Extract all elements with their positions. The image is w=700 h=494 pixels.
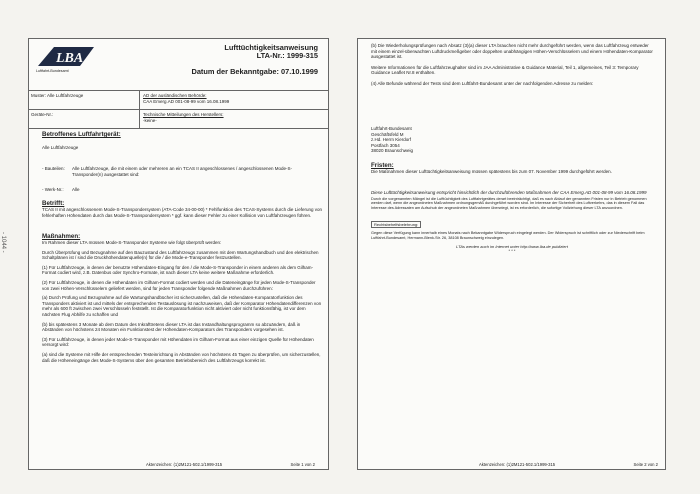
document-page-2 — [357, 38, 666, 470]
meta-row — [28, 110, 329, 129]
fristen-text: Die Maßnahmen dieser Lufttüchtigkeitsanweisung müssen spätestens bis zum 07. November 1999 durchgeführt werden. — [371, 169, 612, 174]
publication-date: Datum der Bekanntgabe: 07.10.1999 — [191, 67, 318, 76]
foreign-ad-cell — [140, 91, 329, 109]
fristen-heading: Fristen: — [371, 162, 394, 169]
massnahmen-paragraph: (3) Für Luftfahrzeuge, in denen jeder Mode-S-Transponder mit Höhendaten im Gilham-Format aus einer einzigen Quelle für Höhendaten versorgt wird: — [42, 336, 314, 348]
massnahmen-paragraph: (1) Für Luftfahrzeuge, in denen der benutzte Höhendaten-Eingang für den / die Mode-S-Transponder in einem anderen als dem Gilham-Format codiert wird, z.B. Datenbus oder Synchro-Formate, ist nach dieser LTA keine weitere Maßnahme erforderlich. — [42, 264, 313, 276]
werk-text: Alle — [72, 187, 80, 192]
werk-label: - Werk-Nr.: — [42, 187, 64, 192]
page-edge-number: - 1044 - — [0, 232, 6, 253]
manufacturer-notes-heading: Technische Mitteilungen des Herstellers: — [143, 112, 224, 117]
geraete-cell: Geräte-Nr.: — [28, 110, 140, 128]
remedy-text: Gegen diese Verfügung kann innerhalb eines Monats nach Bekanntgabe Widerspruch eingelegt werden. Der Widerspruch ist schriftlich oder zur Niederschrift beim Luftfahrt-Bundesamt, Hermann-Blenk-Str. 26, 38108 Braunschweig einzulegen. — [371, 231, 645, 240]
address-line: Luftfahrt-Bundesamt — [371, 126, 412, 131]
address-line: 38020 Braunschweig — [371, 148, 414, 154]
address-line: Postfach 3054 — [371, 142, 400, 148]
betrifft-heading: Betrifft: — [42, 200, 65, 207]
address-block — [371, 126, 653, 154]
bauteilen-label: - Bauteilen: — [42, 166, 65, 171]
file-reference: Aktenzeichen: (1)2M121-502.1/1999-315 — [146, 462, 223, 467]
bauteilen-line — [42, 166, 322, 177]
meta-row — [28, 91, 329, 110]
manufacturer-notes-cell — [140, 110, 329, 128]
betrifft-text: TCAS II mit angeschlossenem Mode-S-Transpondersystem (ATA-Code 34-00-00) * Fehlfunktion des TCAS-Systems durch die Lieferung von fehlerhaften Höhendaten durch das Mode-S-Transpondersystem * ggf. kann dieser Fehler zu einer Kollision von Luftfahrzeugen führen. — [42, 207, 322, 218]
betrifft-section — [42, 200, 322, 218]
affected-section — [42, 131, 322, 151]
remedy-label: Rechtsbehelfsbelehrung: — [371, 221, 421, 228]
urgency-note: Durch die vorgenannten Mängel ist die Lufttüchtigkeit des Luftfahrtgerätes derart beeinträchtigt, daß es nach Ablauf der genannten Fristen nur in Betrieb genommen werden darf, wenn die angeordneten Maßnahmen ordnungsgemäß durchgeführt worden sind. Im Interesse der Sicherheit des Luftverkehrs, das in diesem Fall das Interesse des Adressaten am Aufschub der angeordneten Maßnahmen überwiegt, ist es erforderlich, die sofortige Vollziehung dieser LTA anzuordnen. — [371, 196, 647, 210]
measure-paragraph: (b) Die Wiederholungsprüfungen nach Absatz (3)(a) dieser LTA brauchen nicht mehr durchgeführt werden, wenn das Luftfahrzeug entweder mit einem einzel-überwachten Luftdruckmeßgeber oder doppelten unabhängigen Höhen-Verschlüsselern und einem Höhendaten-Komparator ausgestattet ist. — [371, 43, 653, 60]
fristen-section — [371, 162, 653, 175]
bauteilen-text: Alle Luftfahrzeuge, die mit einem oder mehreren an ein TCAS II angeschlossenes / angeschlossenen Mode-S-Transponder(n) ausgestattet sind: — [72, 166, 293, 177]
correspondence-note: Diese Lufttüchtigkeitsanweisung entspricht hinsichtlich der durchzuführenden Maßnahmen der CAA Emerg.AD 001-08-99 vom 16.08.1999 — [371, 190, 647, 195]
address-line: Geschäftsfeld M — [371, 131, 404, 137]
massnahmen-paragraph: (b) bis spätestens 3 Monate ab dem Datum des Inkrafttretens dieser LTA ist das Instandhaltungsprogramm so abzuändern, daß in Abständen von höchstens 24 Monaten ein Funktionstest der Höhendaten-Komparators des Transponders vorgesehen ist. — [42, 321, 301, 333]
massnahmen-paragraph: Im Rahmen dieser LTA müssen Mode-S-Transponder Systeme wie folgt überprüft werden: — [42, 240, 222, 245]
massnahmen-section — [42, 233, 322, 363]
svg-text:LBA: LBA — [56, 51, 84, 66]
werk-line — [42, 187, 322, 193]
document-page-1 — [28, 38, 329, 470]
meta-table — [28, 90, 329, 129]
logo-subtitle: Luftfahrt-Bundesamt — [36, 69, 69, 73]
muster-cell: Muster: Alle Luftfahrzeuge — [28, 91, 140, 109]
massnahmen-heading: Maßnahmen: — [42, 233, 81, 240]
info-paragraph: Weitere Informationen für die Luftfahrzeughalter sind im JAA Administrative & Guidance Material, Teil 1, allgemeines, Teil 3: Temporary Guidance Leaflet Nr.8 enthalten. — [371, 64, 639, 76]
foreign-ad-heading: AD der ausländischen Behörde: — [143, 93, 207, 98]
manufacturer-notes-text: -keine- — [143, 117, 157, 123]
lta-number: LTA-Nr.: 1999-315 — [256, 51, 318, 60]
report-paragraph: (4) Alle Befunde während der Tests sind dem Luftfahrt-Bundesamt unter der nachfolgenden Adresse zu melden: — [371, 80, 594, 86]
page-frame — [357, 38, 666, 470]
foreign-ad-text: CAA Emerg.AD 001-08-99 vom 16.08.1999 — [143, 98, 230, 104]
massnahmen-paragraph: (a) Durch Prüfung und Bezugnahme auf die Wartungshandbücher ist sicherzustellen, daß die Höhendaten-Komparatorfunktion des Transponders aktiviert ist und mittels der entsprechenden Testauslösung ist nachzuweisen, daß der Komparator Höhendatendifferenzen von mehr als 600 ft zwischen zwei Verschlüsseln feststellt. Ist die Komparatorfunktion nicht aktiviert oder nicht funktionsfähig, ist vor dem nächsten Flug Abhilfe zu schaffen und — [42, 295, 322, 317]
address-line: z.Hd. Herrn Kierdorf — [371, 137, 412, 143]
file-reference: Aktenzeichen: (1)2M121-502.1/1999-315 — [479, 462, 556, 467]
massnahmen-paragraph: Durch Überprüfung und Bezugnahme auf den Bauzustand des Luftfahrzeugs zusammen mit dem Wartungshandbuch und den elektrischen Schaltplänen ist / sind die Druckhöhendatenquelle(n) für die / die Mode-e-Transponder festzustellen. — [42, 249, 319, 261]
document-header — [188, 44, 318, 76]
page-number: Seite 1 von 2 — [290, 462, 315, 467]
authority-logo — [36, 44, 106, 74]
remedy-label-wrap — [371, 213, 653, 231]
massnahmen-paragraph: (a) sind die Systeme mit Hilfe der entsprechenden Testeinrichtung in Abständen von höchstens 45 Tagen zu überprüfen, um sicherzustellen, daß die Höheneingänge des Mode-S-Systems über den gesamten Betriebsbereich des Luftfahrzeugs korrekt ist. — [42, 351, 321, 363]
end-marks: * * * — [508, 247, 516, 253]
document-title: Lufttüchtigkeitsanweisung — [224, 43, 318, 52]
web-note: LTAs werden auch im Internet unter http://www.lba.de publiziert — [456, 243, 568, 249]
affected-text: Alle Luftfahrzeuge — [42, 145, 79, 150]
page-number: Seite 2 von 2 — [633, 462, 658, 467]
continued-measures — [371, 43, 653, 87]
legal-section — [371, 190, 653, 253]
massnahmen-paragraph: (2) Für Luftfahrzeuge, in denen die Höhendaten im Gilham-Format codiert werden und die Dateneingänge für jeden Mode-S-Transponder von zwei Höhen-Verschlüsselern geliefert werden, sind für jeden Transponder folgende Maßnahmen durchzuführen: — [42, 279, 316, 291]
lba-logo-icon — [36, 44, 98, 68]
affected-heading: Betroffenes Luftfahrtgerät: — [42, 131, 121, 138]
